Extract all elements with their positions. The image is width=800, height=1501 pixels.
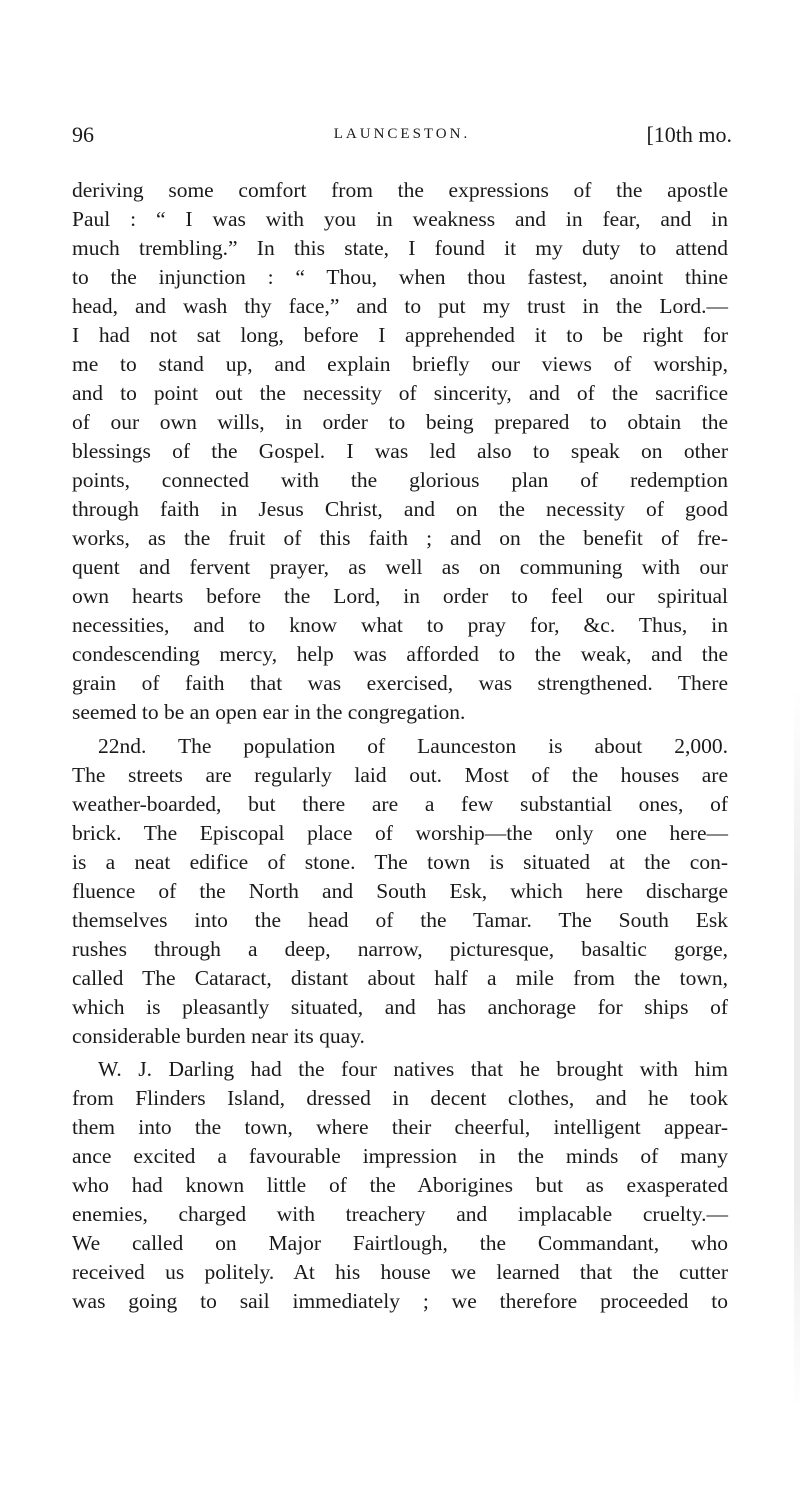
text-line: ance excited a favourable impression in the minds of many: [72, 1144, 728, 1168]
text-line: was going to sail immediately ; we therefore proceeded to: [72, 1289, 728, 1313]
text-line: necessities, and to know what to pray for, &c. Thus, in: [72, 613, 728, 637]
text-line: 22nd. The population of Launceston is about 2,000.: [98, 734, 728, 758]
text-line: me to stand up, and explain briefly our views of worship,: [72, 352, 728, 376]
page-edge-shadow: [794, 690, 800, 1410]
text-line: deriving some comfort from the expressions of the apostle: [72, 178, 728, 202]
text-line: who had known little of the Aborigines but as exasperated: [72, 1173, 728, 1197]
text-line: head, and wash thy face,” and to put my trust in the Lord.—: [72, 294, 728, 318]
text-line: rushes through a deep, narrow, picturesque, basaltic gorge,: [72, 937, 728, 961]
text-line: brick. The Episcopal place of worship—the only one here—: [72, 821, 728, 845]
text-line: called The Cataract, distant about half a mile from the town,: [72, 966, 728, 990]
text-line: them into the town, where their cheerful, intelligent appear-: [72, 1115, 728, 1139]
text-line: of our own wills, in order to being prepared to obtain the: [72, 410, 728, 434]
text-line: fluence of the North and South Esk, which here discharge: [72, 879, 728, 903]
text-line: weather-boarded, but there are a few substantial ones, of: [72, 792, 728, 816]
text-line: seemed to be an open ear in the congregation.: [72, 700, 466, 724]
text-line: Paul : “ I was with you in weakness and in fear, and in: [72, 207, 728, 231]
page-header: [72, 122, 732, 162]
text-line: received us politely. At his house we learned that the cutter: [72, 1260, 728, 1284]
text-line: much trembling.” In this state, I found it my duty to attend: [72, 236, 728, 260]
text-line: grain of faith that was exercised, was strengthened. There: [72, 671, 728, 695]
text-line: I had not sat long, before I apprehended it to be right for: [72, 323, 728, 347]
text-line: The streets are regularly laid out. Most of the houses are: [72, 763, 728, 787]
running-date: [10th mo.: [646, 122, 732, 147]
text-line: themselves into the head of the Tamar. The South Esk: [72, 908, 728, 932]
text-line: W. J. Darling had the four natives that he brought with him: [98, 1057, 728, 1081]
text-line: and to point out the necessity of sincerity, and of the sacrifice: [72, 381, 728, 405]
text-line: works, as the fruit of this faith ; and on the benefit of fre-: [72, 526, 728, 550]
text-line: to the injunction : “ Thou, when thou fastest, anoint thine: [72, 265, 728, 289]
text-line: blessings of the Gospel. I was led also to speak on other: [72, 439, 728, 463]
text-line: through faith in Jesus Christ, and on the necessity of good: [72, 497, 728, 521]
text-line: is a neat edifice of stone. The town is situated at the con-: [72, 850, 728, 874]
text-line: from Flinders Island, dressed in decent clothes, and he took: [72, 1086, 728, 1110]
page-number: 96: [72, 122, 94, 147]
running-title: LAUNCESTON.: [333, 126, 471, 142]
text-line: own hearts before the Lord, in order to feel our spiritual: [72, 584, 728, 608]
text-line: quent and fervent prayer, as well as on communing with our: [72, 555, 728, 579]
text-line: condescending mercy, help was afforded to the weak, and the: [72, 642, 728, 666]
text-line: We called on Major Fairtlough, the Commandant, who: [72, 1231, 728, 1255]
text-line: which is pleasantly situated, and has anchorage for ships of: [72, 995, 728, 1019]
text-line: points, connected with the glorious plan of redemption: [72, 468, 728, 492]
text-line: enemies, charged with treachery and implacable cruelty.—: [72, 1202, 728, 1226]
text-line: considerable burden near its quay.: [72, 1024, 365, 1048]
